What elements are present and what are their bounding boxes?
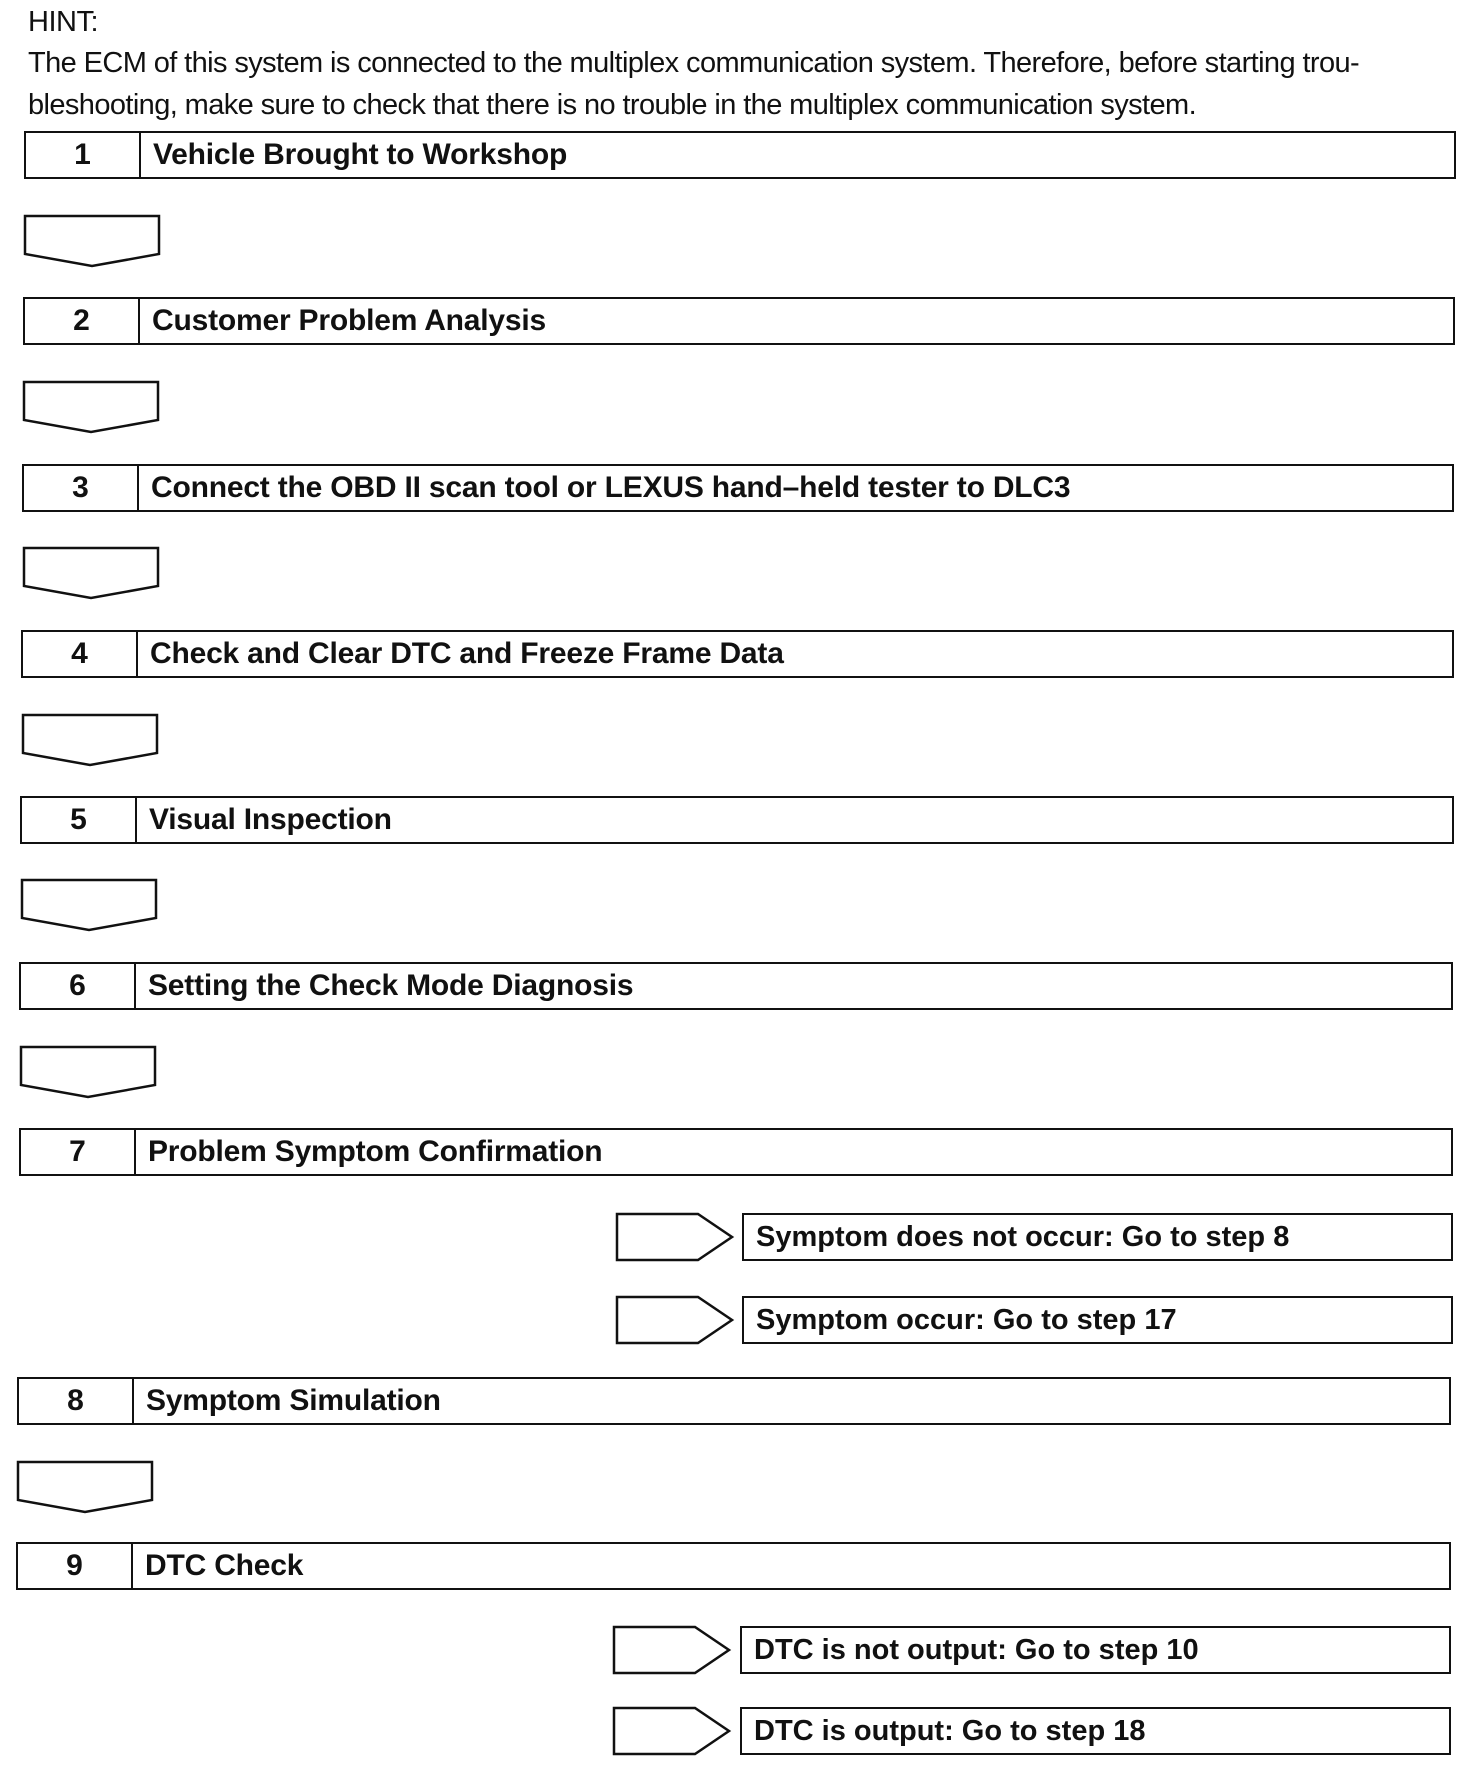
- step-number: 1: [26, 133, 141, 177]
- branch-dtc-output: DTC is output: Go to step 18: [740, 1707, 1451, 1755]
- hint-text: The ECM of this system is connected to the multiplex communication system. Therefore, before starting trou-bleshooting, make sure to check that there is no trouble in the multiplex communication system.: [28, 47, 1360, 121]
- right-arrow-icon: [615, 1212, 735, 1262]
- step-number: 9: [18, 1544, 133, 1588]
- down-arrow-icon: [21, 713, 159, 767]
- step-6-box: [19, 962, 1453, 1010]
- step-8-box: [17, 1377, 1451, 1425]
- down-arrow-icon: [16, 1460, 154, 1514]
- branch-symptom-occur: Symptom occur: Go to step 17: [742, 1296, 1453, 1344]
- branch-dtc-not-output: DTC is not output: Go to step 10: [740, 1626, 1451, 1674]
- step-title: Visual Inspection: [149, 803, 392, 836]
- step-3-box: [22, 464, 1454, 512]
- down-arrow-icon: [23, 214, 161, 268]
- step-number: 6: [21, 964, 136, 1008]
- step-5-box: [20, 796, 1454, 844]
- step-title: Connect the OBD II scan tool or LEXUS hand–held tester to DLC3: [151, 471, 1071, 504]
- step-title: Customer Problem Analysis: [152, 304, 547, 337]
- step-title: Check and Clear DTC and Freeze Frame Data: [150, 637, 784, 670]
- right-arrow-icon: [612, 1625, 732, 1675]
- branch-symptom-not-occur: Symptom does not occur: Go to step 8: [742, 1213, 1453, 1261]
- down-arrow-icon: [22, 546, 160, 600]
- step-number: 5: [22, 798, 137, 842]
- step-number: 2: [25, 299, 140, 343]
- down-arrow-icon: [20, 878, 158, 932]
- step-number: 8: [19, 1379, 134, 1423]
- step-title: Problem Symptom Confirmation: [148, 1135, 603, 1168]
- step-title: Setting the Check Mode Diagnosis: [148, 969, 634, 1002]
- right-arrow-icon: [612, 1706, 732, 1756]
- right-arrow-icon: [615, 1295, 735, 1345]
- step-title: DTC Check: [145, 1549, 304, 1582]
- down-arrow-icon: [19, 1045, 157, 1099]
- step-number: 3: [24, 466, 139, 510]
- step-9-box: [16, 1542, 1451, 1590]
- step-number: 4: [23, 632, 138, 676]
- step-title: Vehicle Brought to Workshop: [153, 138, 568, 171]
- step-4-box: [21, 630, 1454, 678]
- step-1-box: [24, 131, 1456, 179]
- hint-label: HINT:: [28, 6, 98, 38]
- down-arrow-icon: [22, 380, 160, 434]
- step-title: Symptom Simulation: [146, 1384, 441, 1417]
- step-7-box: [19, 1128, 1453, 1176]
- step-2-box: [23, 297, 1455, 345]
- step-number: 7: [21, 1130, 136, 1174]
